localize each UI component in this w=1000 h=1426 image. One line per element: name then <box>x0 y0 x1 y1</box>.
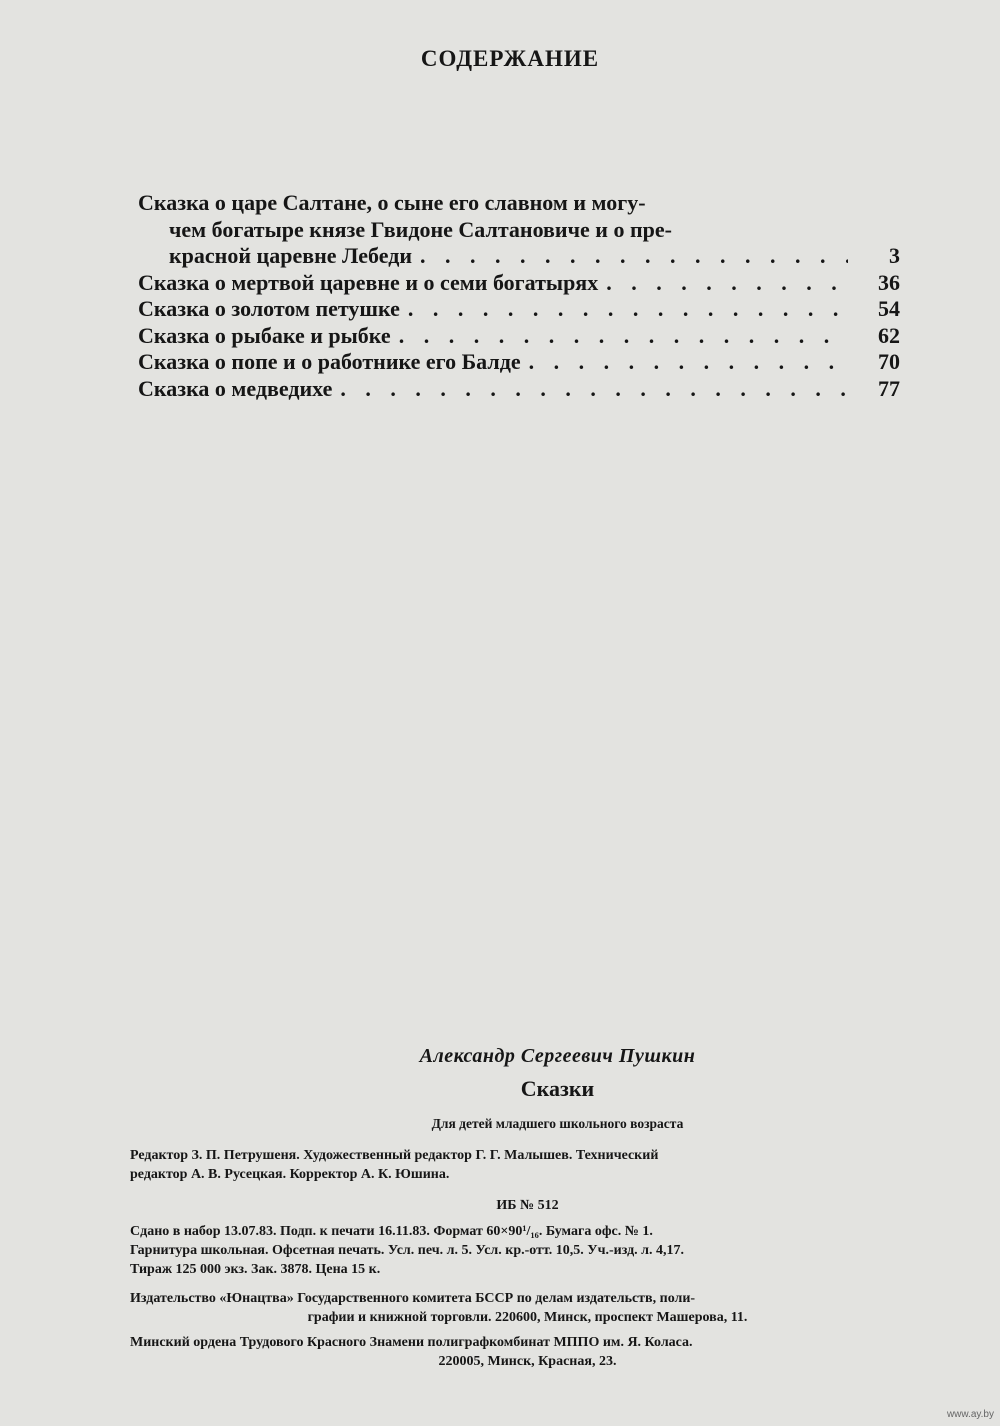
toc-entry-line: Сказка о царе Салтане, о сыне его славном и могу- <box>138 190 646 215</box>
toc-entry-line: красной царевне Лебеди <box>169 243 413 268</box>
publisher-line: графии и книжной торговли. 220600, Минск, проспект Машерова, 11. <box>307 1310 748 1325</box>
publisher-line: Издательство «Юнацтва» Государственного комитета БССР по делам издательств, поли- <box>130 1291 696 1306</box>
ib-number: ИБ № 512 <box>496 1198 559 1213</box>
author-name: Александр Сергеевич Пушкин <box>419 1045 696 1067</box>
table-of-contents <box>138 190 900 402</box>
colophon <box>130 1045 925 1371</box>
credits-line: редактор А. В. Русецкая. Корректор А. К. Юшина. <box>130 1167 450 1182</box>
toc-heading: СОДЕРЖАНИЕ <box>420 46 600 71</box>
toc-entry <box>138 190 900 270</box>
credits-line: Редактор З. П. Петрушеня. Художественный редактор Г. Г. Малышев. Технический <box>130 1148 659 1163</box>
toc-leader-dots <box>606 270 848 297</box>
audience-note: Для детей младшего школьного возраста <box>431 1116 684 1131</box>
toc-entry <box>138 349 900 376</box>
toc-page-number: 70 <box>878 349 900 374</box>
toc-page-number: 77 <box>878 375 900 401</box>
printer-line: Минский ордена Трудового Красного Знамени полиграфкомбинат МППО им. Я. Коласа. <box>130 1335 693 1350</box>
toc-entry <box>138 376 900 403</box>
toc-entry-line: Сказка о рыбаке и рыбке <box>138 322 391 348</box>
toc-entry-line: Сказка о попе и о работнике его Балде <box>138 349 521 374</box>
toc-leader-dots <box>408 296 848 323</box>
toc-page-number: 62 <box>878 322 900 348</box>
printer-info <box>130 1333 925 1371</box>
toc-entry <box>138 270 900 297</box>
toc-leader-dots <box>420 243 848 270</box>
toc-entry-last-line <box>138 270 900 297</box>
toc-entry-last-line <box>138 376 900 403</box>
toc-entry-line: чем богатыре князе Гвидоне Салтановиче и о пре- <box>169 216 672 242</box>
toc-entry-last-line <box>138 323 900 350</box>
toc-page-number: 36 <box>878 269 900 295</box>
publisher-info <box>130 1289 925 1327</box>
toc-leader-dots <box>399 323 848 350</box>
toc-entry-line: Сказка о золотом петушке <box>138 296 400 321</box>
toc-entry-line: Сказка о мертвой царевне и о семи богатырях <box>138 269 599 295</box>
toc-entry <box>138 323 900 350</box>
toc-page-number: 3 <box>889 243 900 268</box>
book-title: Сказки <box>520 1076 595 1101</box>
toc-entry-line: Сказка о медведихе <box>138 375 333 401</box>
print-line: Тираж 125 000 экз. Зак. 3878. Цена 15 к. <box>130 1262 381 1277</box>
printer-line: 220005, Минск, Красная, 23. <box>438 1354 617 1369</box>
print-line: Сдано в набор 13.07.83. Подп. к печати 16.11.83. Формат 60×90¹/₁₆. Бумага офс. № 1. <box>130 1224 653 1239</box>
print-line: Гарнитура школьная. Офсетная печать. Усл. печ. л. 5. Усл. кр.-отт. 10,5. Уч.-изд. л. 4,17. <box>130 1243 685 1258</box>
toc-leader-dots <box>340 376 848 403</box>
toc-entry-last-line <box>138 296 900 323</box>
toc-entry-last-line <box>138 243 900 270</box>
toc-page-number: 54 <box>878 296 900 321</box>
toc-entry-last-line <box>138 349 900 376</box>
toc-leader-dots <box>529 349 848 376</box>
toc-entry <box>138 296 900 323</box>
editorial-credits <box>130 1146 925 1184</box>
site-watermark: www.ay.by <box>946 1409 994 1420</box>
print-details <box>130 1222 925 1279</box>
